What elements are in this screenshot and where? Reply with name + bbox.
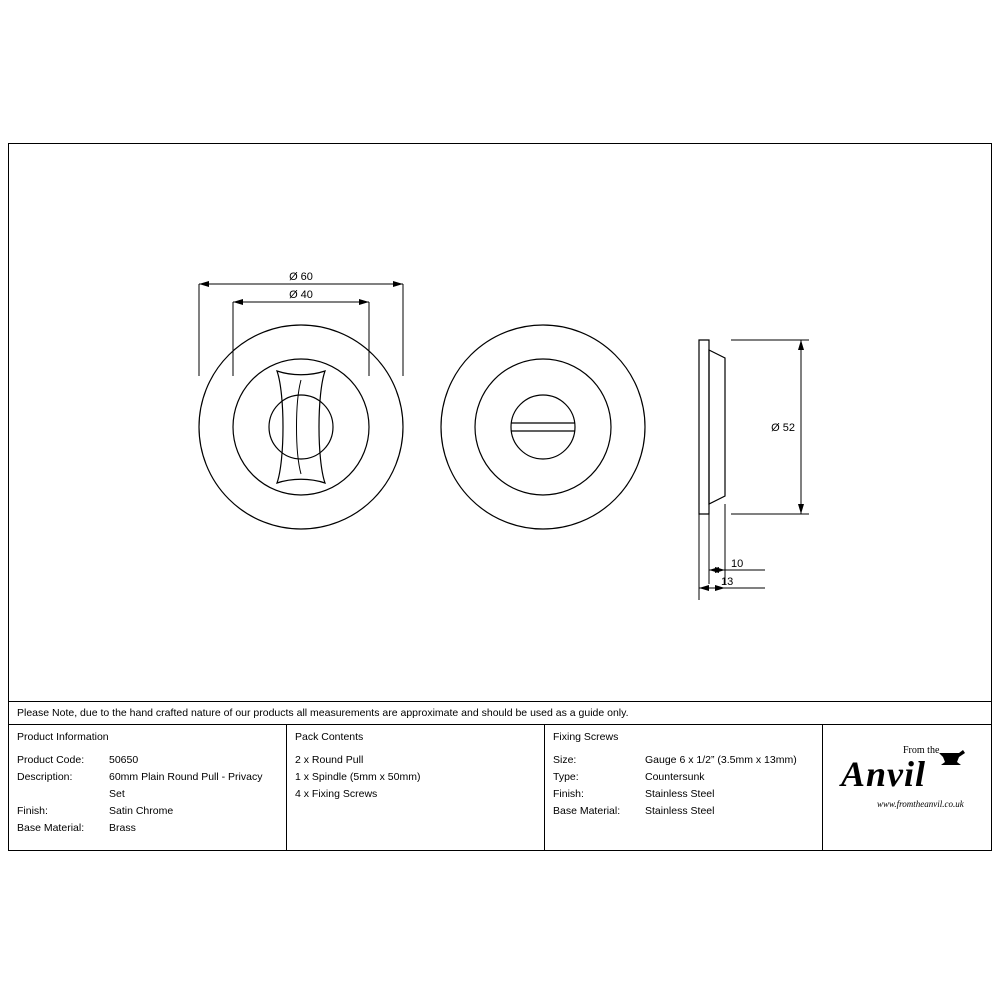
screw-finish-value: Stainless Steel	[645, 788, 715, 800]
screw-size-value: Gauge 6 x 1/2” (3.5mm x 13mm)	[645, 754, 797, 766]
brand-logo	[841, 745, 973, 827]
table-row	[17, 769, 278, 803]
logo-url-text: www.fromtheanvil.co.uk	[877, 799, 964, 809]
rear-view-release	[441, 325, 645, 529]
logo-from-the-text: From the	[903, 745, 940, 756]
fixing-screws-column	[545, 725, 823, 850]
dimension-label-inner-diameter: Ø 40	[289, 289, 313, 301]
front-view-turn	[199, 325, 403, 529]
drawing-sheet	[8, 143, 992, 851]
pack-contents-column	[287, 725, 545, 850]
base-material-value: Brass	[109, 822, 136, 834]
note-text: Please Note, due to the hand crafted nature of our products all measurements are approximate and should be used as a guide only.	[17, 707, 629, 719]
table-row	[553, 769, 814, 786]
list-item: 2 x Round Pull	[295, 754, 364, 766]
information-table	[9, 725, 991, 850]
description-label: Description:	[17, 771, 73, 783]
description-value: 60mm Plain Round Pull - Privacy Set	[109, 771, 263, 800]
screw-size-label: Size:	[553, 754, 577, 766]
drawing-svg	[9, 144, 991, 701]
table-row	[17, 820, 278, 837]
product-code-value: 50650	[109, 754, 139, 766]
table-row	[17, 803, 278, 820]
finish-value: Satin Chrome	[109, 805, 174, 817]
table-row	[553, 752, 814, 769]
dimension-label-depth-outer: 13	[721, 576, 734, 588]
base-material-label: Base Material:	[17, 822, 85, 834]
screw-type-value: Countersunk	[645, 771, 705, 783]
table-row	[17, 752, 278, 769]
product-information-column	[9, 725, 287, 850]
screw-type-label: Type:	[553, 771, 579, 783]
table-row	[553, 803, 814, 820]
dimension-label-side-diameter: Ø 52	[771, 422, 795, 434]
measurement-note	[9, 701, 991, 725]
pack-contents-heading: Pack Contents	[295, 731, 364, 743]
fixing-screws-heading: Fixing Screws	[553, 731, 619, 743]
technical-drawing	[9, 144, 991, 701]
brand-logo-column	[823, 725, 991, 850]
dimension-group-side-height	[731, 340, 809, 514]
list-item: 4 x Fixing Screws	[295, 788, 378, 800]
dimension-label-outer-diameter: Ø 60	[289, 271, 313, 283]
dimension-label-depth-inner: 10	[731, 558, 744, 570]
screw-base-material-value: Stainless Steel	[645, 805, 715, 817]
product-information-heading: Product Information	[17, 731, 109, 743]
side-view-profile	[699, 340, 725, 514]
screw-finish-label: Finish:	[553, 788, 584, 800]
list-item: 1 x Spindle (5mm x 50mm)	[295, 771, 421, 783]
product-code-label: Product Code:	[17, 754, 85, 766]
finish-label: Finish:	[17, 805, 48, 817]
screw-base-material-label: Base Material:	[553, 805, 621, 817]
anvil-icon	[937, 749, 967, 772]
table-row	[553, 786, 814, 803]
logo-brand-text: Anvil	[841, 754, 927, 794]
